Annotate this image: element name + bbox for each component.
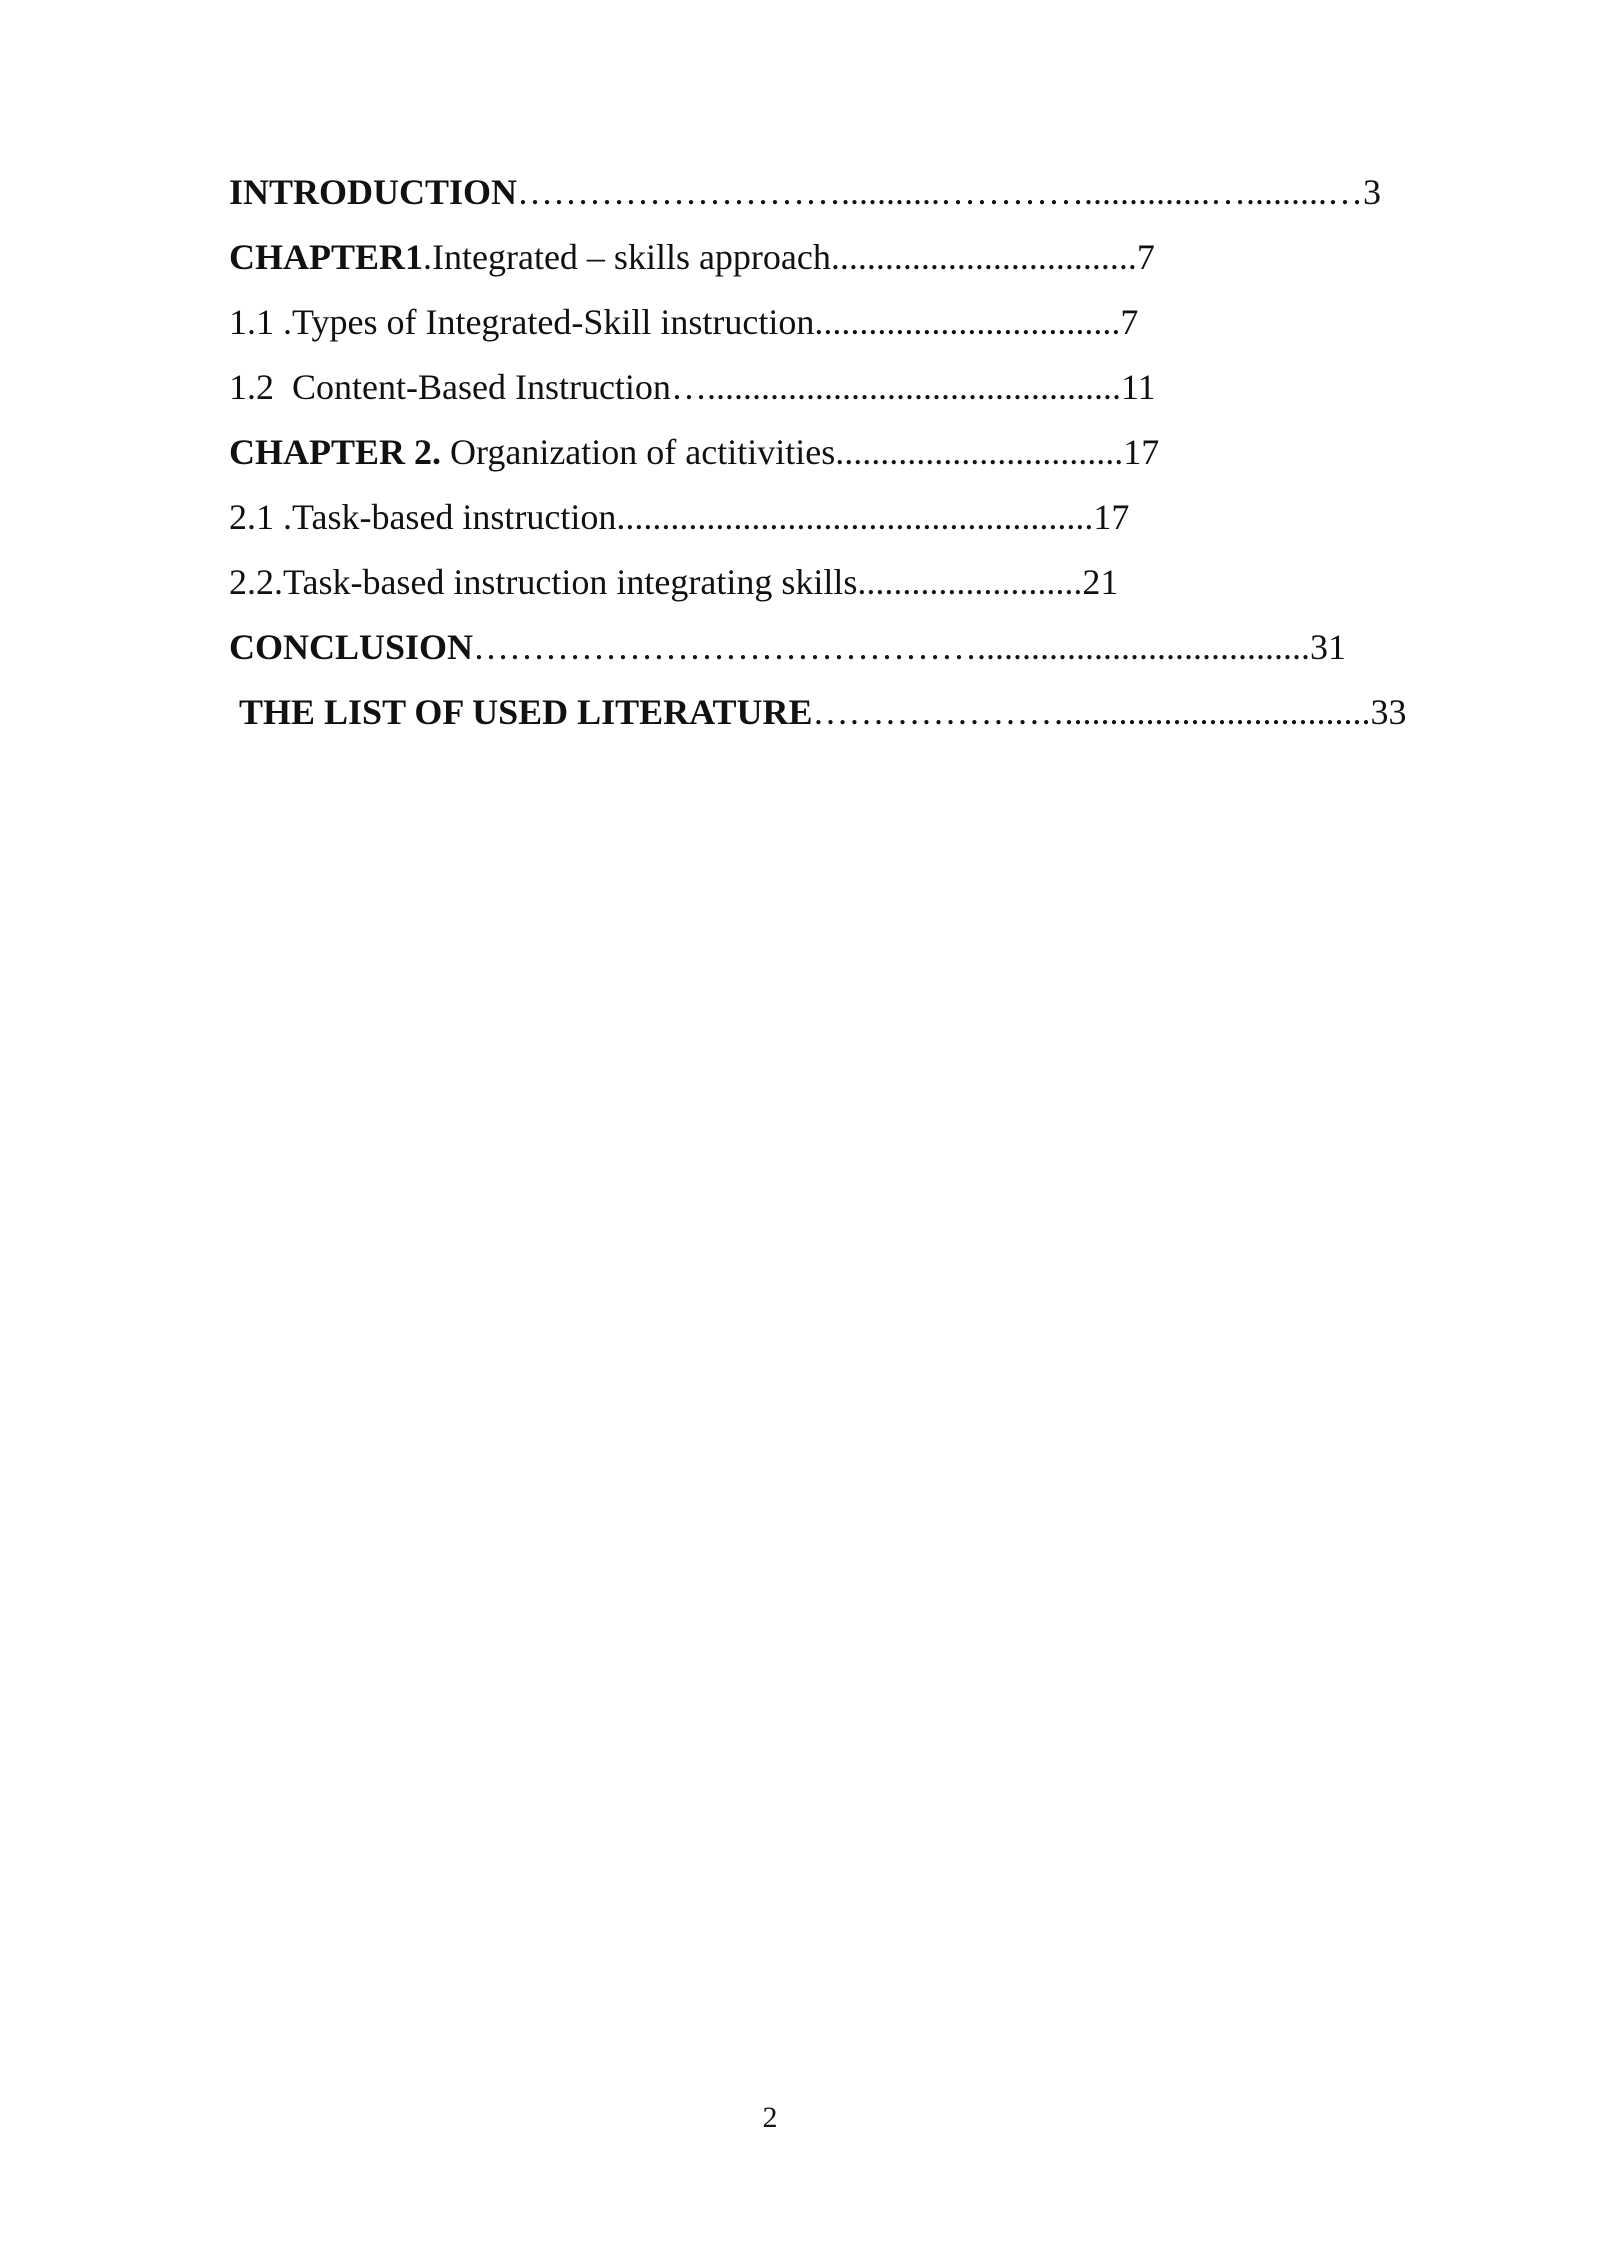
toc-entry-page: 17	[1123, 432, 1160, 472]
page-number: 2	[762, 2101, 778, 2134]
toc-entry-heading: INTRODUCTION	[229, 172, 518, 212]
toc-entry-page: 7	[1120, 302, 1139, 342]
toc-entry-heading: THE LIST OF USED LITERATURE	[239, 692, 813, 732]
toc-entry-section-2-2	[229, 550, 1529, 615]
toc-entry-page: 17	[1093, 497, 1130, 537]
toc-entry-title: 2.2.Task-based instruction integrating skills	[229, 562, 858, 602]
toc-entry-leader: ................................	[835, 432, 1124, 472]
toc-entry-leader: ..................................	[830, 237, 1137, 277]
toc-entry-section-1-1	[229, 290, 1529, 355]
toc-entry-leader: …..............................................	[670, 367, 1121, 407]
table-of-contents	[229, 160, 1529, 745]
toc-entry-page: 7	[1136, 237, 1155, 277]
toc-entry-leader: ………………………...........…………..............….........…	[517, 172, 1364, 212]
toc-entry-heading: CONCLUSION	[229, 627, 474, 667]
toc-entry-page: 11	[1120, 367, 1156, 407]
toc-entry-page: 21	[1082, 562, 1119, 602]
toc-entry-leader: .........................	[857, 562, 1083, 602]
toc-entry-page: 31	[1310, 627, 1347, 667]
toc-entry-literature	[229, 680, 1529, 745]
toc-entry-title: 1.1 .Types of Integrated-Skill instruction	[229, 302, 815, 342]
toc-entry-title: 1.2 Content-Based Instruction	[229, 367, 671, 407]
toc-entry-heading: CHAPTER1	[229, 237, 424, 277]
toc-entry-heading: CHAPTER 2.	[229, 432, 442, 472]
toc-entry-chapter-2	[229, 420, 1529, 485]
toc-entry-section-1-2	[229, 355, 1529, 420]
toc-entry-title: .Integrated – skills approach	[423, 237, 831, 277]
toc-entry-conclusion	[229, 615, 1529, 680]
toc-entry-leader: …………………………………….....................................	[473, 627, 1311, 667]
toc-entry-title: Organization of actitivities	[441, 432, 836, 472]
toc-entry-leader: .....................................................	[616, 497, 1094, 537]
toc-entry-chapter-1	[229, 225, 1529, 290]
toc-entry-leader: …………………..................................	[812, 692, 1371, 732]
toc-entry-introduction	[229, 160, 1529, 225]
toc-entry-leader: ..................................	[814, 302, 1121, 342]
toc-entry-title: 2.1 .Task-based instruction	[229, 497, 617, 537]
toc-entry-section-2-1	[229, 485, 1529, 550]
toc-entry-page: 3	[1363, 172, 1382, 212]
toc-entry-page: 33	[1370, 692, 1407, 732]
